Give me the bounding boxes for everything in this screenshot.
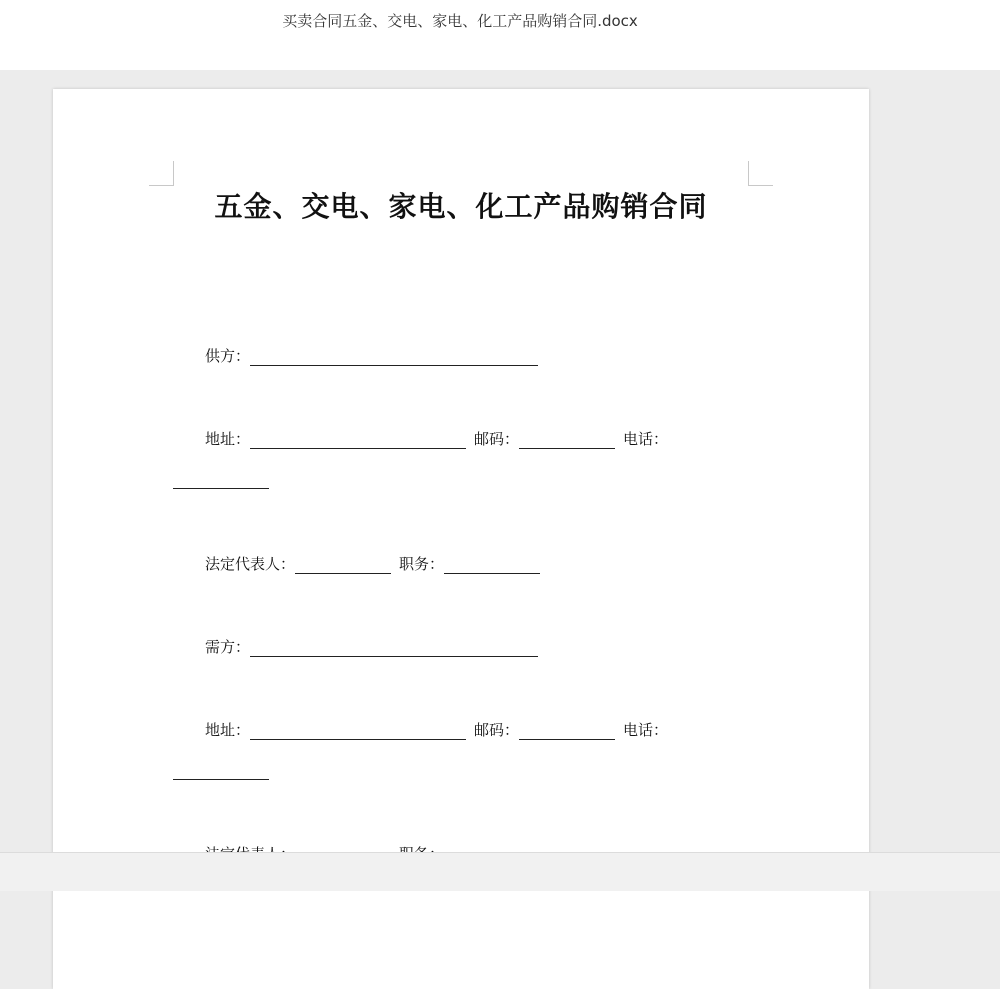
status-bar — [0, 852, 1000, 891]
supplier-address-label: 地址： — [205, 430, 251, 448]
title-bar — [0, 0, 1000, 70]
buyer-phone-line — [173, 763, 275, 780]
buyer-postcode-label: 邮码： — [474, 721, 520, 739]
buyer-phone-blank — [173, 763, 269, 780]
supplier-rep-line — [205, 553, 546, 574]
supplier-position-label: 职务： — [399, 555, 445, 573]
supplier-phone-label: 电话： — [623, 430, 669, 448]
file-title: 买卖合同五金、交电、家电、化工产品购销合同.docx — [282, 12, 638, 30]
buyer-postcode-blank — [519, 723, 615, 740]
buyer-phone-label: 电话： — [623, 721, 669, 739]
supplier-phone-line — [173, 472, 275, 489]
margin-corner-top-left — [149, 161, 174, 186]
buyer-label: 需方： — [205, 638, 251, 656]
supplier-phone-blank — [173, 472, 269, 489]
buyer-address-blank — [250, 723, 466, 740]
document-viewer[interactable] — [0, 70, 1000, 852]
buyer-address-label: 地址： — [205, 721, 251, 739]
margin-corner-top-right — [748, 161, 773, 186]
buyer-blank — [250, 640, 538, 657]
supplier-postcode-label: 邮码： — [474, 430, 520, 448]
supplier-rep-label: 法定代表人： — [205, 555, 296, 573]
supplier-label: 供方： — [205, 347, 251, 365]
supplier-position-blank — [444, 557, 540, 574]
supplier-address-line — [205, 428, 668, 449]
supplier-rep-blank — [295, 557, 391, 574]
buyer-address-line — [205, 719, 668, 740]
document-title: 五金、交电、家电、化工产品购销合同 — [214, 190, 708, 223]
buyer-line — [205, 636, 544, 657]
supplier-line — [205, 345, 544, 366]
supplier-blank — [250, 349, 538, 366]
supplier-postcode-blank — [519, 432, 615, 449]
supplier-address-blank — [250, 432, 466, 449]
